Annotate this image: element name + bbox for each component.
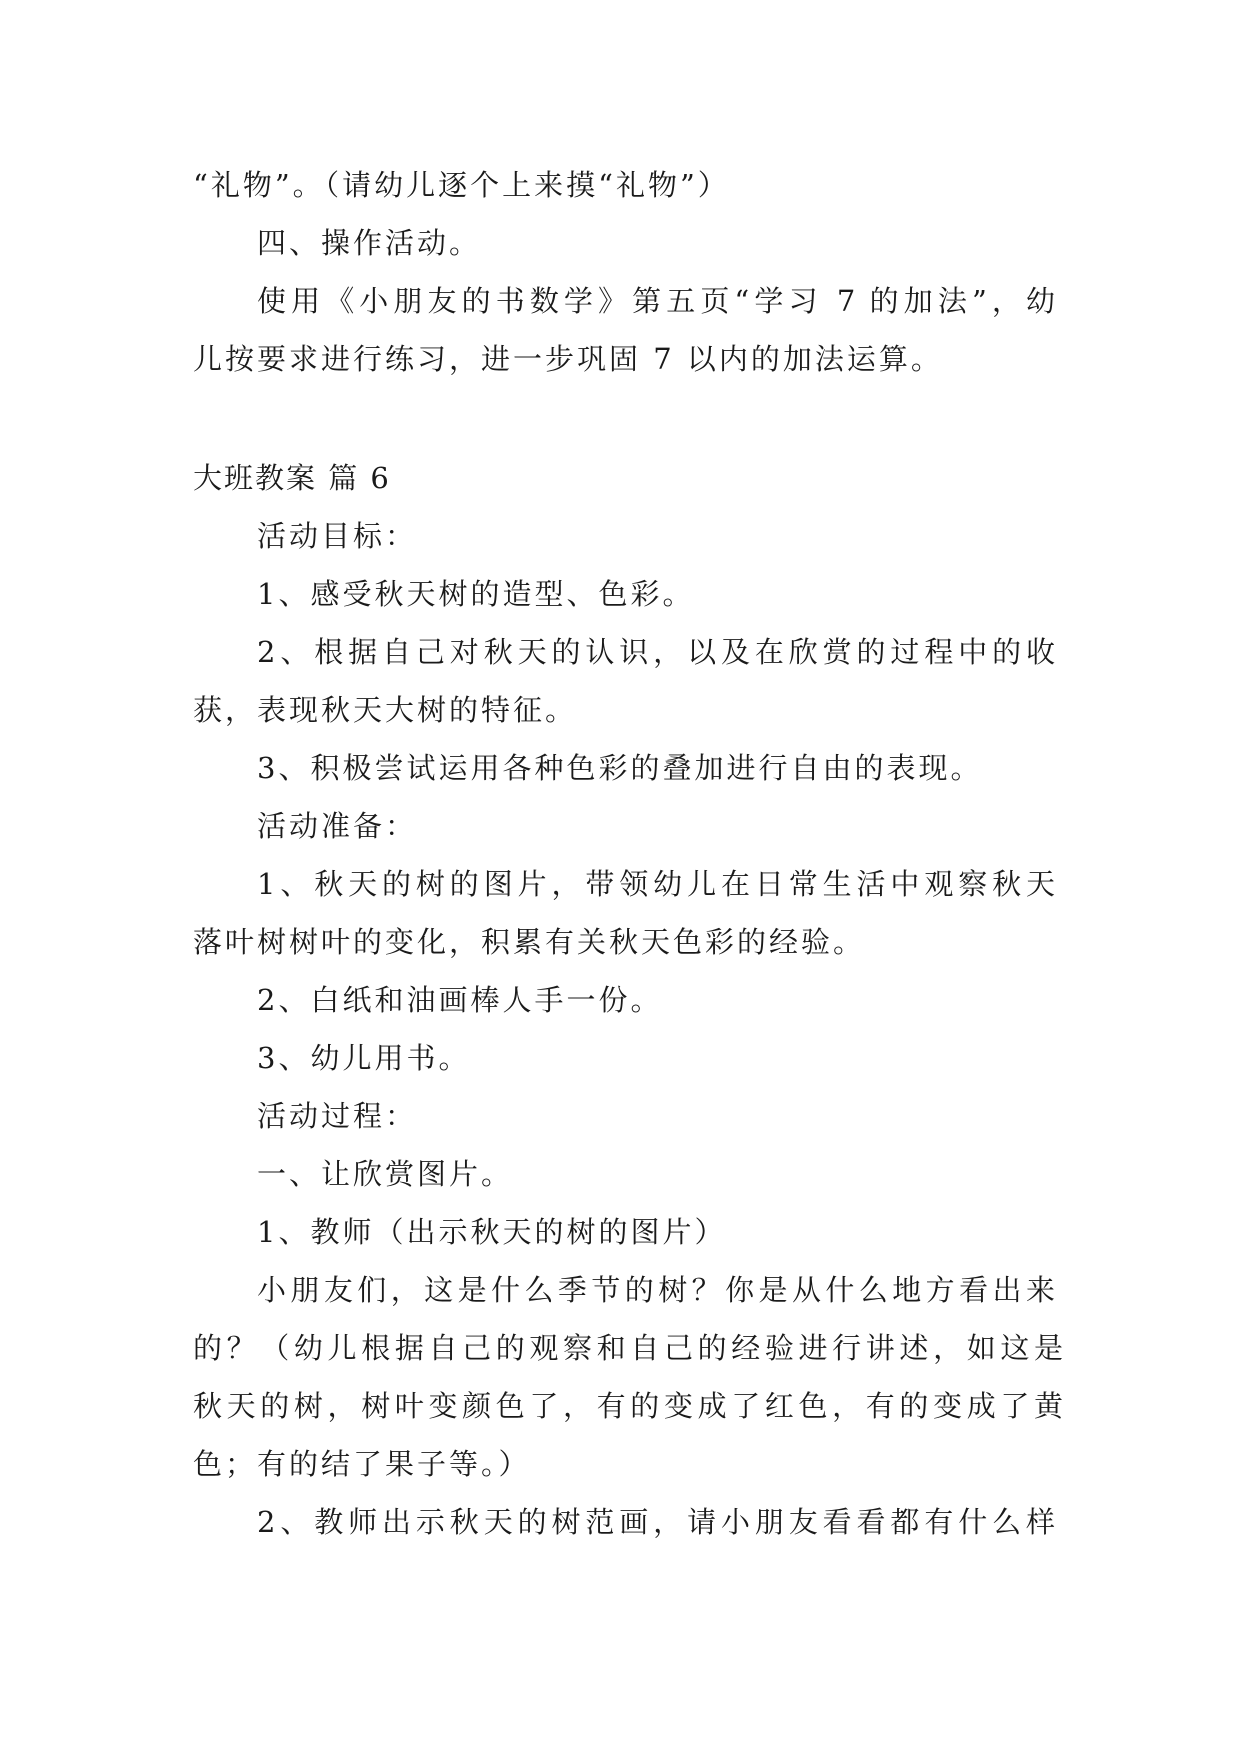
text-line: 1、感受秋天树的造型、色彩。 [257, 577, 695, 611]
section-heading: 活动过程： [257, 1099, 418, 1133]
section-heading: 四、操作活动。 [257, 226, 482, 260]
text-line: 2、根据自己对秋天的认识，以及在欣赏的过程中的收 [257, 635, 1055, 669]
text-line: 的？（幼儿根据自己的观察和自己的经验进行讲述，如这是 [193, 1331, 1063, 1365]
text-line: 使用《小朋友的书数学》第五页“学习 7 的加法”，幼 [257, 284, 1055, 318]
text-line: 1、教师（出示秋天的树的图片） [257, 1215, 727, 1249]
text-line: 小朋友们，这是什么季节的树？你是从什么地方看出来 [257, 1273, 1055, 1307]
text-line: 落叶树树叶的变化，积累有关秋天色彩的经验。 [193, 925, 866, 959]
text-line: 秋天的树，树叶变颜色了，有的变成了红色，有的变成了黄 [193, 1389, 1063, 1423]
text-line: 色；有的结了果子等。） [193, 1447, 531, 1481]
text-line: 1、秋天的树的图片，带领幼儿在日常生活中观察秋天 [257, 867, 1055, 901]
text-line: 一、让欣赏图片。 [257, 1157, 514, 1191]
section-heading: 活动准备： [257, 809, 418, 843]
text-line: 获，表现秋天大树的特征。 [193, 693, 578, 727]
text-line: 2、教师出示秋天的树范画，请小朋友看看都有什么样 [257, 1505, 1055, 1539]
text-line: 3、幼儿用书。 [257, 1041, 471, 1075]
text-line: 3、积极尝试运用各种色彩的叠加进行自由的表现。 [257, 751, 983, 785]
text-line: “礼物”。（请幼儿逐个上来摸“礼物”） [193, 168, 730, 202]
text-line: 2、白纸和油画棒人手一份。 [257, 983, 663, 1017]
section-heading: 活动目标： [257, 519, 418, 553]
article-title: 大班教案 篇 6 [193, 461, 391, 495]
text-line: 儿按要求进行练习，进一步巩固 7 以内的加法运算。 [193, 342, 943, 376]
